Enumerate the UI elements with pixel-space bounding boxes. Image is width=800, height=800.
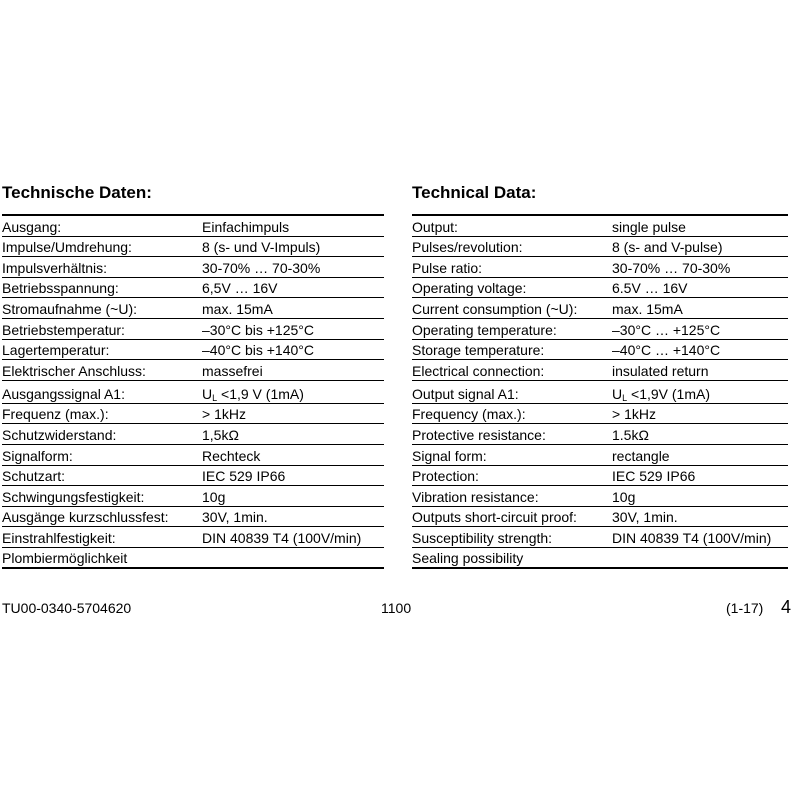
spec-label: Operating voltage: (412, 280, 527, 297)
spec-value: > 1kHz (612, 406, 656, 423)
spec-label: Susceptibility strength: (412, 529, 553, 546)
spec-label: Ausgang: (2, 218, 62, 235)
spec-row (2, 340, 384, 361)
spec-row (2, 257, 384, 278)
spec-row (412, 507, 788, 528)
spec-label: Impulsverhältnis: (2, 259, 108, 276)
spec-label: Output: (412, 218, 458, 235)
spec-row (412, 404, 788, 425)
spec-label: Ausgänge kurzschlussfest: (2, 509, 169, 526)
spec-row (412, 381, 788, 404)
spec-value-text: <1,9 V (1mA) (217, 385, 304, 402)
spec-label: Signal form: (412, 447, 487, 464)
spec-label: Stromaufnahme (~U): (2, 300, 137, 317)
spec-row (2, 548, 384, 569)
spec-row (412, 319, 788, 340)
spec-value: –30°C bis +125°C (202, 321, 314, 338)
spec-value: insulated return (612, 362, 709, 379)
spec-value: max. 15mA (202, 300, 273, 317)
german-title: Technische Daten: (2, 183, 152, 202)
page-number: 4 (781, 597, 792, 617)
spec-label: Pulses/revolution: (412, 239, 523, 256)
spec-value: 10g (202, 488, 226, 505)
spec-label: Frequenz (max.): (2, 406, 109, 423)
spec-label: Protection: (412, 468, 479, 485)
spec-label: Storage temperature: (412, 342, 545, 359)
spec-label: Elektrischer Anschluss: (2, 362, 146, 379)
spec-value: 8 (s- and V-pulse) (612, 239, 723, 256)
spec-label: Operating temperature: (412, 321, 557, 338)
spec-value: 30V, 1min. (202, 509, 268, 526)
spec-label: Impulse/Umdrehung: (2, 239, 132, 256)
english-title: Technical Data: (412, 183, 537, 202)
spec-row (412, 298, 788, 319)
spec-row (2, 237, 384, 258)
spec-row (2, 278, 384, 299)
spec-value: > 1kHz (202, 406, 246, 423)
spec-label: Plombiermöglichkeit (2, 549, 128, 566)
spec-row (2, 507, 384, 528)
spec-value-text: <1,9V (1mA) (627, 385, 711, 402)
spec-value: –40°C bis +140°C (202, 342, 314, 359)
spec-row (2, 466, 384, 487)
spec-label: Current consumption (~U): (412, 300, 578, 317)
spec-value: 8 (s- und V-Impuls) (202, 239, 321, 256)
spec-row (412, 340, 788, 361)
spec-label: Outputs short-circuit proof: (412, 509, 577, 526)
spec-label: Schutzwiderstand: (2, 426, 117, 443)
spec-value (202, 386, 304, 403)
document-number: TU00-0340-5704620 (2, 600, 132, 616)
spec-value: DIN 40839 T4 (100V/min) (202, 529, 362, 546)
spec-value: –40°C … +140°C (612, 342, 721, 359)
spec-row (412, 548, 788, 569)
spec-value: 30V, 1min. (612, 509, 678, 526)
german-table (2, 214, 384, 569)
spec-label: Pulse ratio: (412, 259, 483, 276)
spec-label: Schutzart: (2, 468, 66, 485)
spec-value-symbol: U (202, 385, 213, 402)
spec-label: Betriebsspannung: (2, 280, 119, 297)
spec-value: max. 15mA (612, 300, 683, 317)
spec-row (412, 486, 788, 507)
spec-label: Signalform: (2, 447, 73, 464)
spec-value: IEC 529 IP66 (202, 468, 286, 485)
spec-value: 1,5kΩ (202, 426, 239, 443)
spec-value: IEC 529 IP66 (612, 468, 696, 485)
spec-row (412, 257, 788, 278)
spec-row (2, 527, 384, 548)
revision: (1-17) (726, 600, 764, 616)
date-code: 1100 (381, 600, 412, 616)
spec-value: 6.5V … 16V (612, 280, 688, 297)
spec-value: single pulse (612, 218, 686, 235)
spec-label: Vibration resistance: (412, 488, 539, 505)
spec-label: Electrical connection: (412, 362, 545, 379)
spec-row (412, 216, 788, 237)
spec-row (412, 360, 788, 381)
spec-value: 10g (612, 488, 636, 505)
spec-label: Sealing possibility (412, 549, 524, 566)
spec-label: Frequency (max.): (412, 406, 526, 423)
spec-row (2, 360, 384, 381)
spec-label: Protective resistance: (412, 426, 546, 443)
spec-value-subscript: L (212, 392, 218, 403)
spec-row (2, 404, 384, 425)
page-footer (0, 598, 800, 618)
spec-row (2, 486, 384, 507)
spec-row (412, 424, 788, 445)
german-column (2, 180, 384, 569)
spec-row (412, 445, 788, 466)
spec-value: 30-70% … 70-30% (202, 259, 321, 276)
spec-value: Rechteck (202, 447, 261, 464)
spec-value-symbol: U (612, 385, 623, 402)
spec-value: 30-70% … 70-30% (612, 259, 731, 276)
spec-value: 1.5kΩ (612, 426, 649, 443)
spec-row (2, 424, 384, 445)
spec-value: 6,5V … 16V (202, 280, 278, 297)
spec-label: Einstrahlfestigkeit: (2, 529, 116, 546)
spec-value: massefrei (202, 362, 263, 379)
spec-value-subscript: L (622, 392, 628, 403)
spec-row (2, 445, 384, 466)
spec-row (2, 319, 384, 340)
english-table (412, 214, 788, 569)
spec-row (2, 216, 384, 237)
spec-label: Lagertemperatur: (2, 342, 110, 359)
spec-row (2, 298, 384, 319)
spec-label: Ausgangssignal A1: (2, 385, 125, 402)
spec-value: –30°C … +125°C (612, 321, 721, 338)
spec-value (612, 386, 710, 403)
spec-row (412, 527, 788, 548)
spec-row (412, 466, 788, 487)
spec-value: rectangle (612, 447, 670, 464)
spec-row (2, 381, 384, 404)
spec-label: Betriebstemperatur: (2, 321, 125, 338)
english-column (412, 180, 788, 569)
spec-label: Output signal A1: (412, 385, 519, 402)
spec-value: Einfachimpuls (202, 218, 290, 235)
spec-row (412, 237, 788, 258)
spec-value: DIN 40839 T4 (100V/min) (612, 529, 772, 546)
spec-row (412, 278, 788, 299)
spec-label: Schwingungsfestigkeit: (2, 488, 145, 505)
